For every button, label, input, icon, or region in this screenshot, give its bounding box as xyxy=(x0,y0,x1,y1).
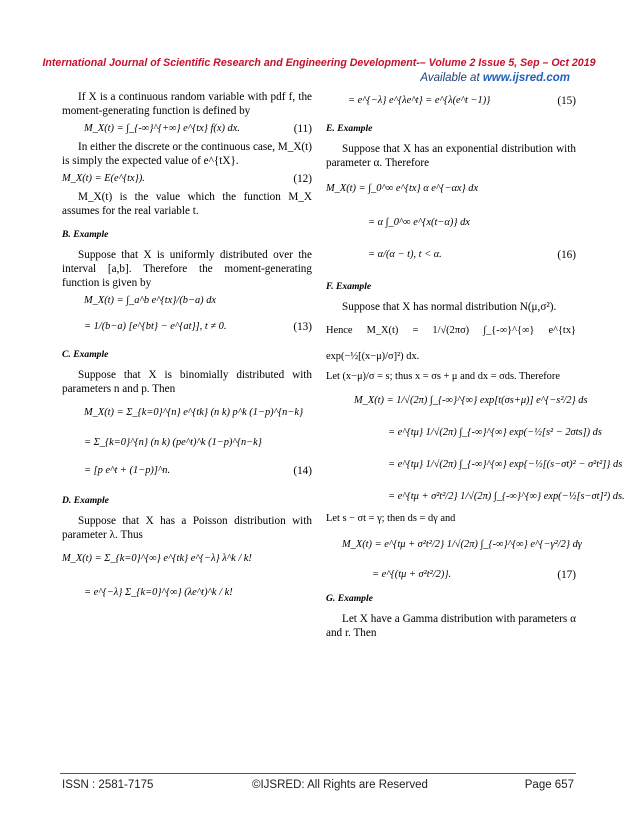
section-heading-f: F. Example xyxy=(326,281,372,292)
equation-17-line3: = e^{tμ} 1/√(2π) ∫_{-∞}^{∞} exp{−½[(s−σt)² − σ²t²]} ds xyxy=(388,459,623,470)
right-column xyxy=(326,90,625,640)
footer-issn: ISSN : 2581-7175 xyxy=(62,779,154,791)
section-heading-b: B. Example xyxy=(62,229,109,240)
equation-16-line3: = α/(α − t), t < α. (16) xyxy=(368,249,576,261)
equation-14-line3: = [p e^t + (1−p)]^n. (14) xyxy=(84,465,312,477)
journal-header: International Journal of Scientific Research and Engineering Development-– Volume 2 Issue 5, Sep – Oct 2019 xyxy=(42,57,596,69)
equation-16-line2: = α ∫_0^∞ e^{x(t−α)} dx xyxy=(368,217,470,228)
equation-17-line2: = e^{tμ} 1/√(2π) ∫_{-∞}^{∞} exp(−½[s² − 2σts]) ds xyxy=(388,427,602,438)
equation-14-line1: M_X(t) = Σ_{k=0}^{n} e^{tk} (n k) p^k (1−p)^{n−k} xyxy=(84,407,304,418)
paragraph: In either the discrete or the continuous case, M_X(t) is simply the expected value of e^{tX}. xyxy=(62,141,312,167)
paragraph: Suppose that X has an exponential distribution with parameter α. Therefore xyxy=(326,143,576,169)
equation-13-line2: = 1/(b−a) [e^{bt} − e^{at}], t ≠ 0. (13) xyxy=(84,321,312,333)
section-heading-e: E. Example xyxy=(326,123,373,134)
equation-14-line2: = Σ_{k=0}^{n} (n k) (pe^t)^k (1−p)^{n−k} xyxy=(84,437,262,448)
journal-url-link[interactable]: www.ijsred.com xyxy=(482,72,570,84)
footer-page-number: Page 657 xyxy=(524,779,574,791)
section-heading-c: C. Example xyxy=(62,349,109,360)
equation-12: M_X(t) = E(e^{tx}). (12) xyxy=(62,173,312,185)
paragraph: Let s − σt = γ; then ds = dγ and xyxy=(326,513,456,524)
equation-11: M_X(t) = ∫_{-∞}^{+∞} e^{tx} f(x) dx. (11) xyxy=(84,123,312,135)
equation-17-line4: = e^{tμ + σ²t²/2} 1/√(2π) ∫_{-∞}^{∞} exp(−½[s−σt]²) ds. xyxy=(388,491,625,502)
equation-15-line2: = e^{−λ} Σ_{k=0}^{∞} (λe^t)^k / k! xyxy=(84,587,233,598)
paragraph: Suppose that X has normal distribution N(μ,σ²). xyxy=(342,301,557,313)
section-heading-g: G. Example xyxy=(326,593,373,604)
footer-divider xyxy=(60,773,576,774)
equation-13-line1: M_X(t) = ∫_a^b e^{tx}/(b−a) dx xyxy=(84,295,217,306)
equation-15-line1: M_X(t) = Σ_{k=0}^{∞} e^{tk} e^{−λ} λ^k / k! xyxy=(62,553,252,564)
section-heading-d: D. Example xyxy=(62,495,109,506)
equation-17-line5: M_X(t) = e^{tμ + σ²t²/2} 1/√(2π) ∫_{-∞}^{∞} e^{−γ²/2} dγ xyxy=(342,539,582,550)
equation-17-line6: = e^{(tμ + σ²t²/2)}. (17) xyxy=(372,569,576,581)
paragraph: Let (x−μ)/σ = s; thus x = σs + μ and dx = σds. Therefore xyxy=(326,371,560,382)
available-prefix: Available at xyxy=(420,72,483,84)
paragraph: Suppose that X has a Poisson distribution with parameter λ. Thus xyxy=(62,515,312,541)
paragraph: Suppose that X is uniformly distributed over the interval [a,b]. Therefore the moment-generating function is given by xyxy=(62,249,312,289)
left-column xyxy=(62,90,312,608)
equation-17-line1: M_X(t) = 1/√(2π) ∫_{-∞}^{∞} exp[t(σs+μ)] e^{−s²/2} ds xyxy=(354,395,588,406)
equation-15-line3: = e^{−λ} e^{λe^t} = e^{λ(e^t −1)} (15) xyxy=(348,95,576,107)
paragraph: Suppose that X is binomially distributed with parameters n and p. Then xyxy=(62,369,312,395)
paragraph-equation: Hence M_X(t) = 1/√(2πσ) ∫_{-∞}^{∞} e^{tx} exp(−½[(x−μ)/σ]²) dx. xyxy=(326,325,576,362)
paragraph: If X is a continuous random variable with pdf f, the moment-generating function is defined by xyxy=(62,91,312,117)
availability-line xyxy=(420,72,570,84)
paragraph: Let X have a Gamma distribution with parameters α and r. Then xyxy=(326,613,576,639)
paragraph: M_X(t) is the value which the function M_X assumes for the real variable t. xyxy=(62,191,312,217)
equation-16-line1: M_X(t) = ∫_0^∞ e^{tx} α e^{−αx} dx xyxy=(326,183,479,194)
footer-copyright: ©IJSRED: All Rights are Reserved xyxy=(252,779,428,791)
